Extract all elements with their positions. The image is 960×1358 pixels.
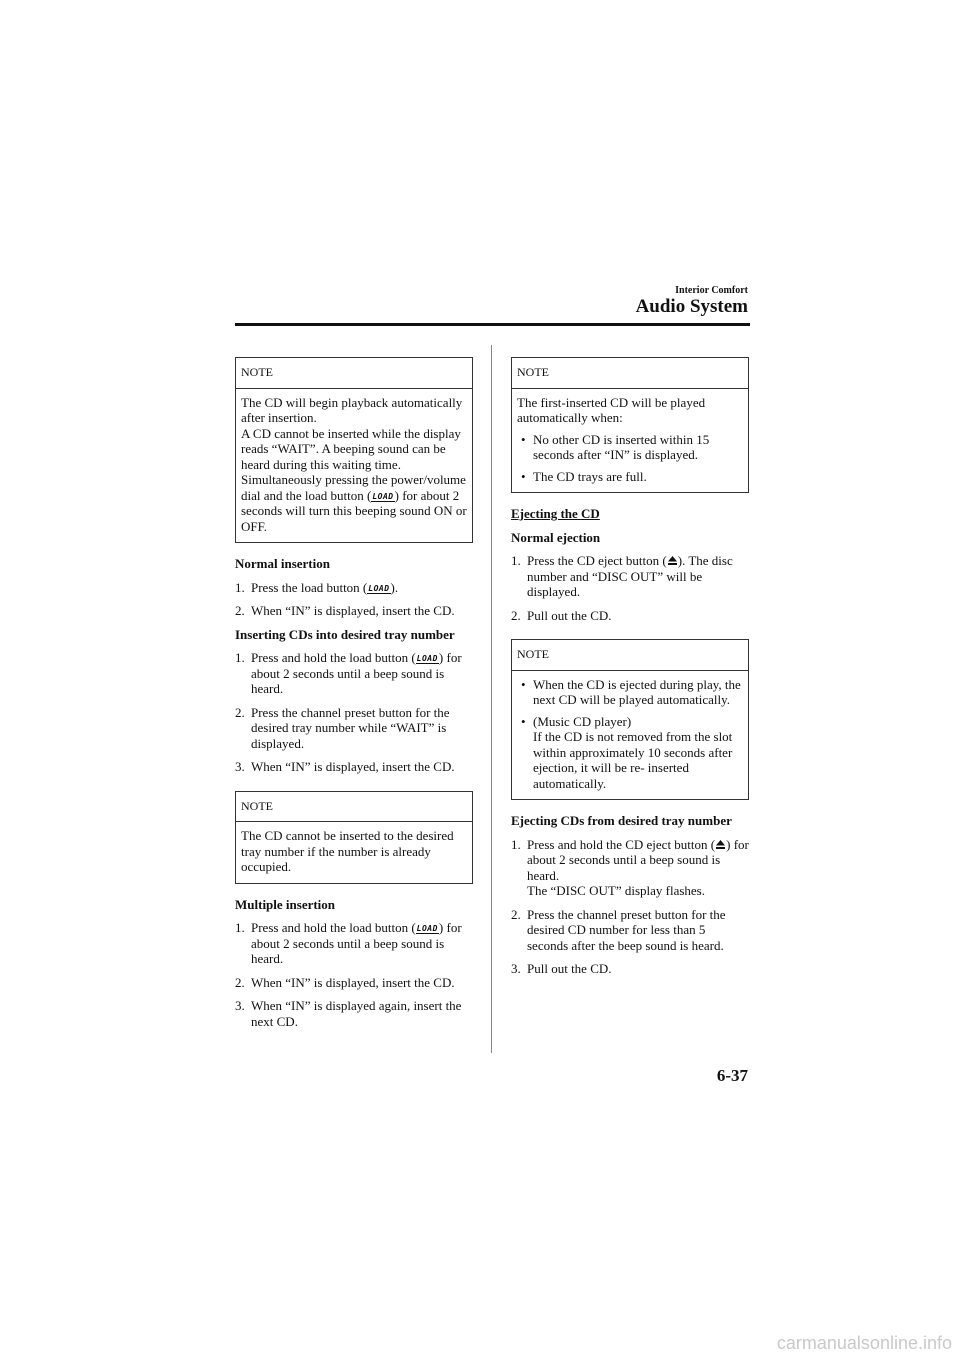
note-text: The CD will begin playback automatically after insertion. <box>241 394 463 425</box>
step-list <box>235 580 473 619</box>
header-rule <box>235 323 750 326</box>
bullet-item: • When the CD is ejected during play, the next CD will be played automatically. <box>521 676 741 707</box>
step-item: 2. Press the channel preset button for the desired tray number while “WAIT” is displayed. <box>235 704 450 751</box>
step-item: 3. When “IN” is displayed again, insert the next CD. <box>235 998 462 1029</box>
subheading-normal-insertion: Normal insertion <box>235 556 330 571</box>
step-list <box>235 920 473 1029</box>
bullet-item: • The CD trays are full. <box>521 468 647 484</box>
load-button-icon: LOAD <box>368 583 390 593</box>
note-box <box>235 791 473 884</box>
step-item: 3. Pull out the CD. <box>511 961 612 976</box>
page-title: Audio System <box>635 296 748 317</box>
subheading-tray-insertion: Inserting CDs into desired tray number <box>235 626 455 642</box>
page-number: 6-37 <box>716 1066 748 1085</box>
note-text: A CD cannot be inserted while the display reads “WAIT”. A beeping sound can be heard during this waiting time. Simultaneously pressing the power/volume dial and the load button (LOAD) for about 2 seconds will turn this beeping sound ON or OFF. <box>241 425 467 534</box>
step-item: 1. Press the CD eject button ( ). The disc number and “DISC OUT” will be displayed. <box>511 553 733 599</box>
note-text: The first-inserted CD will be played automatically when: <box>517 394 706 425</box>
subheading-normal-ejection: Normal ejection <box>511 529 601 545</box>
watermark-text: carmanualsonline.info <box>776 1333 952 1353</box>
note-heading: NOTE <box>512 358 748 389</box>
step-item: 1. Press and hold the CD eject button ( ) for about 2 seconds until a beep sound is heard. The “DISC OUT” display flashes. <box>511 836 749 898</box>
section-heading-ejecting: Ejecting the CD <box>511 506 600 521</box>
step-item: 3. When “IN” is displayed, insert the CD. <box>235 759 455 774</box>
step-item: 2. When “IN” is displayed, insert the CD. <box>235 974 455 990</box>
bullet-item: • No other CD is inserted within 15 seconds after “IN” is displayed. <box>521 431 710 462</box>
step-item: 1. Press and hold the load button (LOAD) for about 2 seconds until a beep sound is heard. <box>235 920 462 966</box>
load-button-icon: LOAD <box>372 491 394 501</box>
bullet-icon: • <box>521 676 526 692</box>
left-column <box>235 357 473 1037</box>
step-list <box>511 837 749 977</box>
bullet-item: • (Music CD player) If the CD is not removed from the slot within approximately 10 seconds after ejection, it will be re- inserted automatically. <box>521 713 733 791</box>
section-label: Interior Comfort <box>675 285 748 296</box>
step-list <box>511 553 749 623</box>
step-item: 1. Press the load button (LOAD). <box>235 579 399 595</box>
subheading-multiple-insertion: Multiple insertion <box>235 896 336 912</box>
note-heading: NOTE <box>236 792 472 823</box>
load-button-icon: LOAD <box>416 924 438 933</box>
column-divider <box>491 345 492 1053</box>
subheading-tray-ejection: Ejecting CDs from desired tray number <box>511 813 732 828</box>
bullet-icon: • <box>521 713 526 729</box>
note-box <box>511 357 749 493</box>
step-list <box>235 650 473 775</box>
eject-icon <box>667 555 678 566</box>
eject-icon <box>715 839 726 850</box>
note-heading: NOTE <box>512 640 748 671</box>
note-heading: NOTE <box>236 358 472 389</box>
note-box <box>235 357 473 543</box>
load-button-icon: LOAD <box>416 654 438 663</box>
step-item: 1. Press and hold the load button (LOAD) for about 2 seconds until a beep sound is heard. <box>235 650 462 696</box>
note-box <box>511 639 749 800</box>
step-item: 2. Pull out the CD. <box>511 607 612 623</box>
bullet-icon: • <box>521 468 526 484</box>
step-item: 2. When “IN” is displayed, insert the CD. <box>235 603 455 618</box>
right-column <box>511 357 749 985</box>
step-item: 2. Press the channel preset button for the desired CD number for less than 5 seconds after the beep sound is heard. <box>511 906 726 953</box>
bullet-icon: • <box>521 431 526 447</box>
note-text: The CD cannot be inserted to the desired tray number if the number is already occupied. <box>241 828 454 874</box>
